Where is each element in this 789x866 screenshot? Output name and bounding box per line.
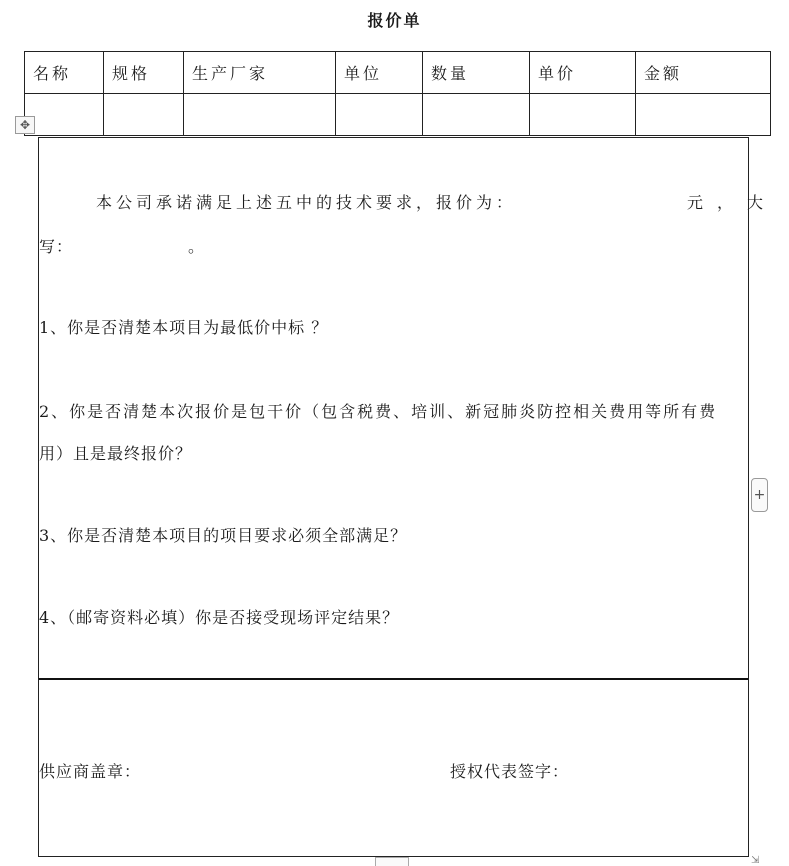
cell-spec[interactable] bbox=[104, 94, 184, 136]
cell-unit-price[interactable] bbox=[530, 94, 636, 136]
move-cross-icon[interactable]: ✥ bbox=[15, 116, 35, 134]
header-quantity: 数量 bbox=[423, 52, 530, 94]
table-header-row bbox=[25, 52, 771, 94]
question-4: 4、（邮寄资料必填）你是否接受现场评定结果？ bbox=[39, 608, 400, 627]
cell-name[interactable] bbox=[25, 94, 104, 136]
daxie-line bbox=[39, 234, 206, 257]
plus-icon[interactable]: + bbox=[751, 478, 768, 512]
table-row[interactable] bbox=[25, 94, 771, 136]
representative-signature-label: 授权代表签字： bbox=[450, 762, 570, 781]
page-title: 报价单 bbox=[367, 11, 422, 30]
quote-table bbox=[24, 51, 771, 136]
resize-corner-icon[interactable]: ⇲ bbox=[751, 855, 760, 866]
header-unit-price: 单价 bbox=[530, 52, 636, 94]
signature-section bbox=[38, 679, 749, 857]
daxie-label: 写： bbox=[39, 237, 74, 256]
cell-unit[interactable] bbox=[336, 94, 423, 136]
supplier-stamp-label: 供应商盖章： bbox=[39, 762, 142, 781]
commitment-section bbox=[38, 137, 778, 680]
header-name: 名称 bbox=[25, 52, 104, 94]
question-2-line-1: 2、你是否清楚本次报价是包干价（包含税费、培训、新冠肺炎防控相关费用等所有费 bbox=[39, 402, 718, 421]
question-1: 1、你是否清楚本项目为最低价中标 ？ bbox=[39, 318, 329, 337]
cell-quantity[interactable] bbox=[423, 94, 530, 136]
promise-yuan: 元，大 bbox=[687, 193, 778, 212]
promise-text: 本公司承诺满足上述五中的技术要求，报价为： bbox=[96, 193, 517, 212]
cell-amount[interactable] bbox=[636, 94, 771, 136]
daxie-end: 。 bbox=[188, 237, 206, 256]
question-2-line-2: 用）且是最终报价？ bbox=[39, 444, 193, 463]
question-3: 3、你是否清楚本项目的项目要求必须全部满足？ bbox=[39, 526, 408, 545]
table-bottom-handle[interactable] bbox=[375, 857, 409, 866]
header-manufacturer: 生产厂家 bbox=[184, 52, 336, 94]
header-spec: 规格 bbox=[104, 52, 184, 94]
header-unit: 单位 bbox=[336, 52, 423, 94]
cell-manufacturer[interactable] bbox=[184, 94, 336, 136]
header-amount: 金额 bbox=[636, 52, 771, 94]
